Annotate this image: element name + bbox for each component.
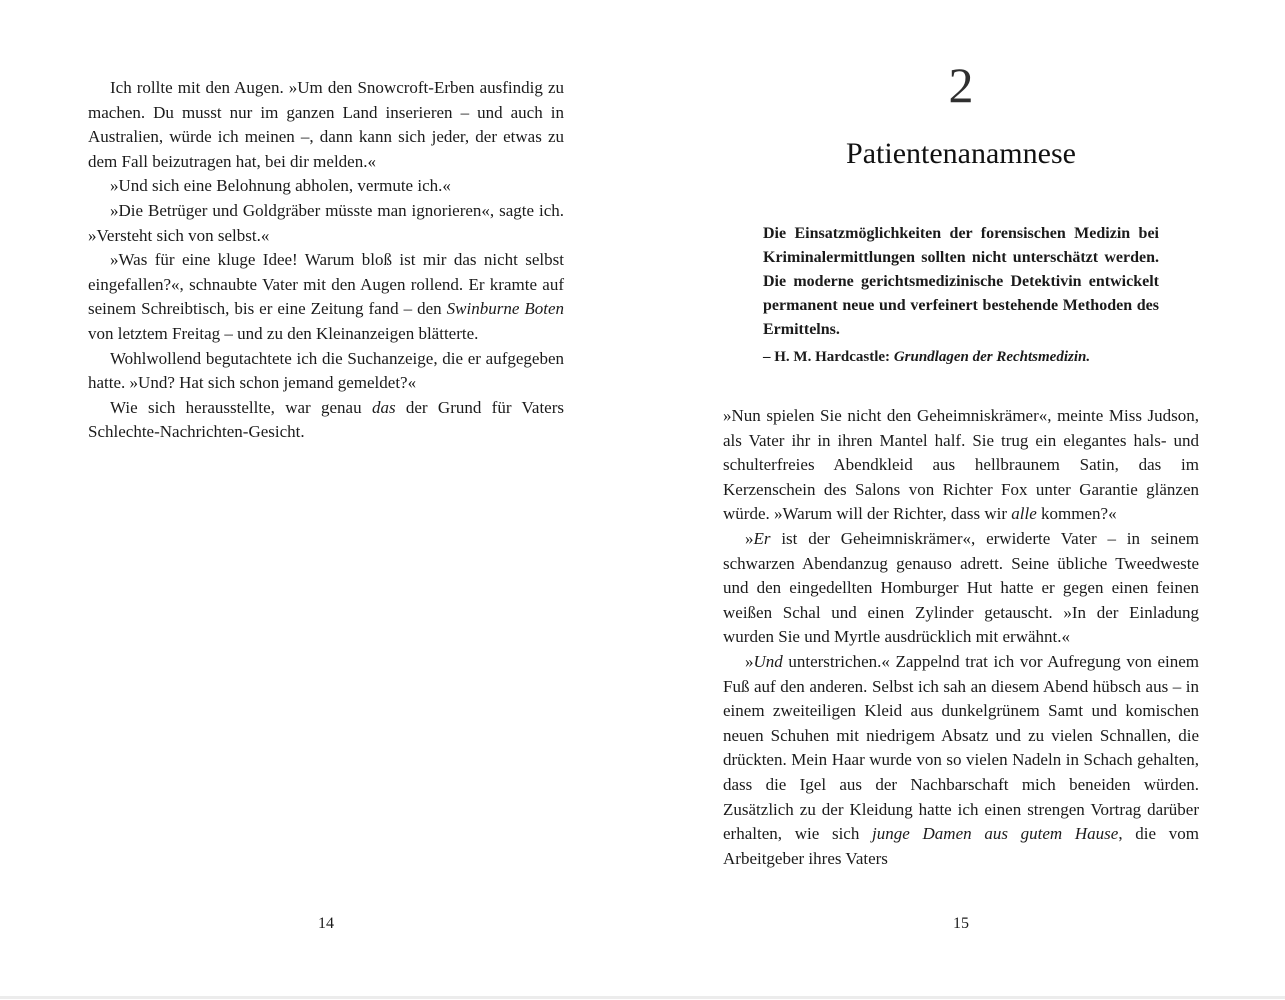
page-number: 14 <box>318 915 334 932</box>
paragraph: »Und unterstrichen.« Zappelnd trat ich vor Aufregung von einem Fuß auf den anderen. Selbst ich sah an diesem Abend hübsch aus – in einem zweiteiligen Kleid aus dunkelgrünem Samt und komischen neuen Schuhen mit niedrigem Absatz und zu vielen Schnallen, die drückten. Mein Haar wurde von so vielen Nadeln in Schach gehalten, dass die Igel aus der Nachbarschaft mich beneiden würden. Zusätzlich zu der Kleidung hatte ich einen strengen Vortrag darüber erhalten, wie sich junge Damen aus gutem Hause, die vom Arbeitgeber ihres Vaters <box>723 651 1199 868</box>
paragraph: »Was für eine kluge Idee! Warum bloß ist mir das nicht selbst eingefallen?«, schnaubte Vater mit den Augen rollend. Er kramte auf seinem Schreibtisch, bis er eine Zeitung fand – den Swinburne Boten von letztem Freitag – und zu den Kleinanzeigen blätterte. <box>88 250 564 343</box>
paragraph: »Und sich eine Belohnung abholen, vermute ich.« <box>110 176 451 196</box>
page-right <box>723 57 1199 871</box>
page-left-text <box>88 76 564 445</box>
page-number: 15 <box>953 915 969 932</box>
page-right-text <box>723 404 1199 871</box>
page-bottom-edge <box>0 996 1285 999</box>
chapter-number: 2 <box>948 57 974 113</box>
chapter-title: Patientenanamnese <box>846 137 1076 170</box>
paragraph: Ich rollte mit den Augen. »Um den Snowcroft-Erben ausfindig zu machen. Du musst nur im ganzen Land inserieren – und auch in Australien, würde ich meinen –, dann kann sich jeder, der etwas zu dem Fall beizutragen hat, bei dir melden.« <box>88 78 564 171</box>
paragraph: Wohlwollend begutachtete ich die Suchanzeige, die er aufgegeben hatte. »Und? Hat sich schon jemand gemeldet?« <box>88 348 564 393</box>
epigraph-attribution: – H. M. Hardcastle: Grundlagen der Rechtsmedizin. <box>763 349 1091 365</box>
epigraph-text: Die Einsatzmöglichkeiten der forensischen Medizin bei Kriminalermittlungen sollten nicht unterschätzt werden. Die moderne gerichtsmedizinische Detektivin entwickelt permanent neue und verfeinert bestehende Methoden des Ermittelns. <box>763 225 1159 338</box>
paragraph: »Die Betrüger und Goldgräber müsste man ignorieren«, sagte ich. »Versteht sich von selbst.« <box>88 200 564 245</box>
paragraph: »Nun spielen Sie nicht den Geheimniskrämer«, meinte Miss Judson, als Vater ihr in ihren Mantel half. Sie trug ein elegantes hals- und schulterfreies Abendkleid aus hellbraunem Satin, das im Kerzenschein des Salons von Richter Fox unter Garantie glänzen würde. »Warum will der Richter, dass wir alle kommen?« <box>723 406 1199 524</box>
paragraph: »Er ist der Geheimniskrämer«, erwiderte Vater – in seinem schwarzen Abendanzug genauso adrett. Seine übliche Tweedweste und den eingedellten Homburger Hut hatte er gegen einen feinen weißen Schal und einen Zylinder getauscht. »In der Einladung wurden Sie und Myrtle ausdrücklich mit erwähnt.« <box>723 528 1199 647</box>
paragraph: Wie sich herausstellte, war genau das der Grund für Vaters Schlechte-Nachrichten-Gesicht. <box>88 397 564 442</box>
epigraph <box>763 222 1159 368</box>
page-left <box>88 76 564 445</box>
